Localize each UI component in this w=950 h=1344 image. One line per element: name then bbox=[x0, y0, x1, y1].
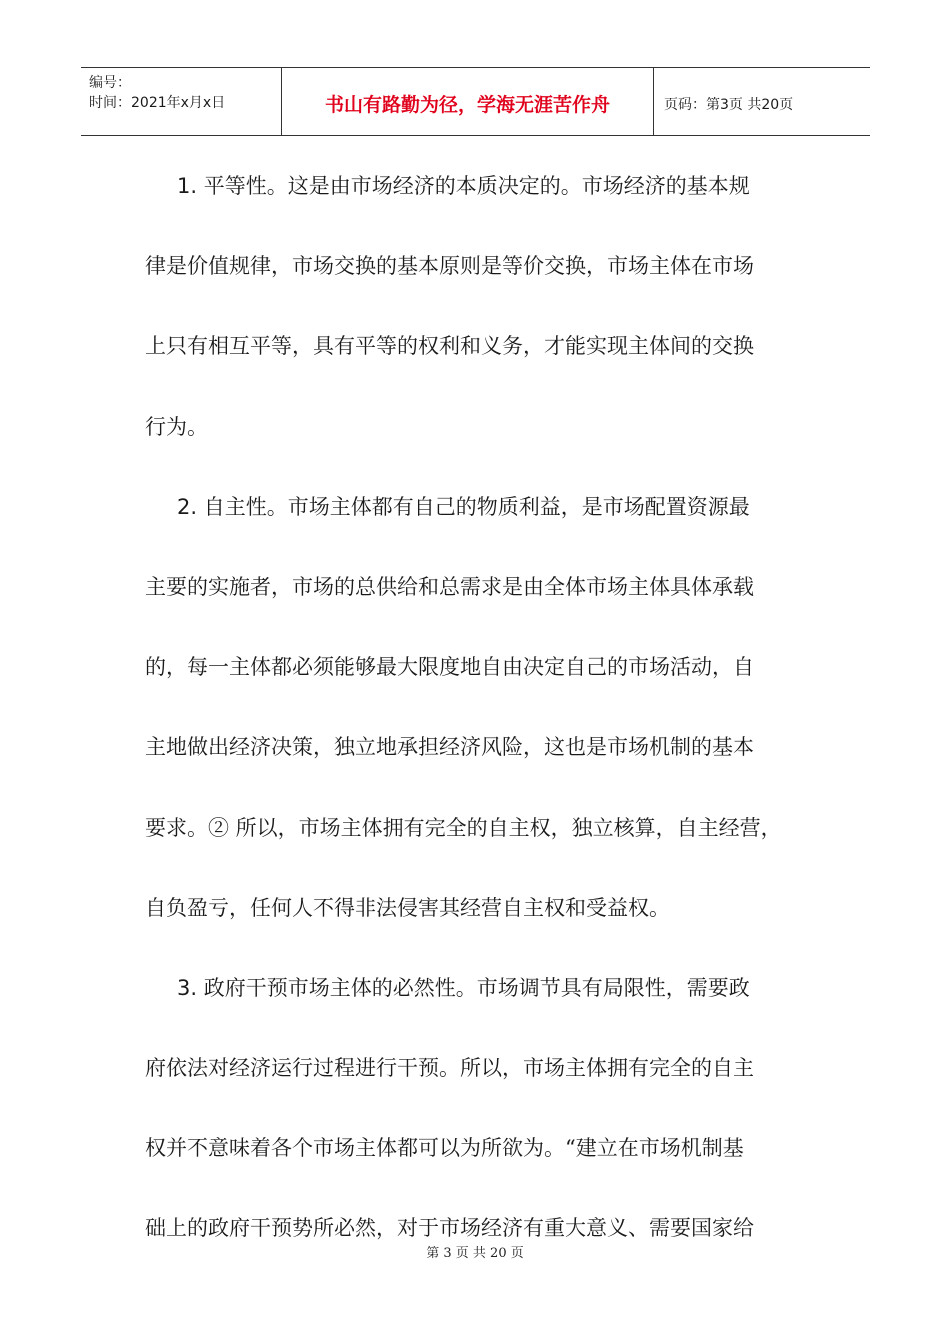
line-text: 上只有相互平等，具有平等的权利和义务，才能实现主体间的交换 bbox=[145, 334, 754, 359]
header-meta bbox=[81, 68, 282, 135]
line-text: 权并不意味着各个市场主体都可以为所欲为。“建立在市场机制基 bbox=[145, 1136, 744, 1161]
body-line bbox=[145, 800, 825, 880]
line-text: 政府干预市场主体的必然性。市场调节具有局限性，需要政 bbox=[197, 975, 750, 1000]
line-text: 主地做出经济决策，独立地承担经济风险，这也是市场机制的基本 bbox=[145, 735, 754, 760]
line-text: 自主性。市场主体都有自己的物质利益，是市场配置资源最 bbox=[197, 494, 750, 519]
line-text: 的，每一主体都必须能够最大限度地自由决定自己的市场活动，自 bbox=[145, 655, 754, 680]
body-line bbox=[145, 318, 825, 398]
code-label: 编号： bbox=[89, 75, 131, 91]
document-body bbox=[145, 158, 825, 1281]
body-line bbox=[145, 559, 825, 639]
body-line bbox=[145, 880, 825, 960]
line-text: 律是价值规律，市场交换的基本原则是等价交换，市场主体在市场 bbox=[145, 254, 754, 279]
body-line bbox=[145, 719, 825, 799]
line-text: 础上的政府干预势所必然，对于市场经济有重大意义、需要国家给 bbox=[145, 1216, 754, 1241]
time-label: 时间：2021年x月x日 bbox=[89, 95, 226, 111]
line-text: 自负盈亏，任何人不得非法侵害其经营自主权和受益权。 bbox=[145, 895, 670, 920]
line-text: 要求。② 所以，市场主体拥有完全的自主权，独立核算，自主经营， bbox=[145, 815, 782, 840]
body-line bbox=[145, 1120, 825, 1200]
body-line bbox=[145, 960, 825, 1040]
line-text: 平等性。这是由市场经济的本质决定的。市场经济的基本规 bbox=[197, 174, 750, 198]
body-line bbox=[145, 639, 825, 719]
line-text: 府依法对经济运行过程进行干预。所以，市场主体拥有完全的自主 bbox=[145, 1056, 754, 1081]
list-number: 1. bbox=[177, 174, 198, 198]
header-page-info: 页码：第3页 共20页 bbox=[664, 96, 794, 113]
header-motto: 书山有路勤为径，学海无涯苦作舟 bbox=[282, 68, 654, 135]
document-header bbox=[81, 67, 870, 136]
body-line bbox=[145, 479, 825, 559]
body-line bbox=[145, 1200, 825, 1280]
body-line bbox=[145, 158, 825, 238]
body-line bbox=[145, 238, 825, 318]
line-text: 行为。 bbox=[145, 414, 208, 439]
list-number: 3. bbox=[177, 975, 198, 1000]
body-line bbox=[145, 399, 825, 479]
body-line bbox=[145, 1040, 825, 1120]
page-footer: 第 3 页 共 20 页 bbox=[426, 1246, 524, 1261]
list-number: 2. bbox=[177, 494, 198, 519]
line-text: 主要的实施者，市场的总供给和总需求是由全体市场主体具体承载 bbox=[145, 574, 754, 599]
